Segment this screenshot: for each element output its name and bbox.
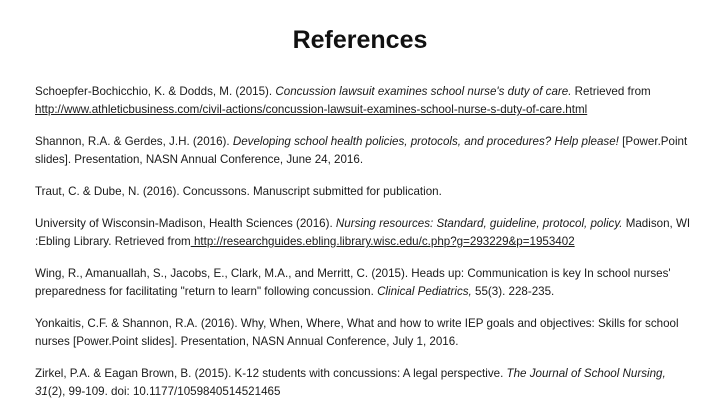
slide-title: References [292, 26, 428, 54]
reference-item [35, 365, 695, 401]
reference-item [35, 215, 695, 251]
reference-title: Concussion lawsuit examines school nurse's duty of care. [275, 85, 572, 98]
reference-link[interactable]: http://researchguides.ebling.library.wisc.edu/c.php?g=293229&p=1953402 [190, 235, 575, 248]
reference-item [35, 133, 695, 169]
reference-title: The Journal of School Nursing, 31 [35, 367, 666, 398]
reference-text: Traut, C. & Dube, N. (2016). Concussons. Manuscript submitted for publication. [35, 185, 442, 198]
reference-text: 55(3). 228-235. [471, 285, 555, 298]
reference-text: Madison, WI :Ebling Library. Retrieved from [35, 217, 691, 248]
reference-text: Retrieved from [571, 85, 651, 98]
reference-text: Shannon, R.A. & Gerdes, J.H. (2016). [35, 135, 233, 148]
reference-text: Zirkel, P.A. & Eagan Brown, B. (2015). K-12 students with concussions: A legal perspective. [35, 367, 507, 380]
reference-link[interactable]: http://www.athleticbusiness.com/civil-actions/concussion-lawsuit-examines-school-nurse-s-duty-of-care.html [35, 103, 588, 116]
reference-text: Wing, R., Amanuallah, S., Jacobs, E., Clark, M.A., and Merritt, C. (2015). Heads up: Communication is key In school nurses' preparedness for facilitating "return to learn" following concussion. [35, 267, 671, 298]
reference-text: University of Wisconsin-Madison, Health Sciences (2016). [35, 217, 336, 230]
reference-item [35, 183, 695, 201]
reference-list [35, 83, 695, 415]
reference-text: Yonkaitis, C.F. & Shannon, R.A. (2016). Why, When, Where, What and how to write IEP goals and objectives: Skills for school nurses [Power.Point slides]. Presentation, NASN Annual Conference, July 1, 2016. [35, 317, 679, 348]
reference-text: [Power.Point slides]. Presentation, NASN Annual Conference, June 24, 2016. [35, 135, 688, 166]
reference-title: Developing school health policies, protocols, and procedures? Help please! [232, 135, 619, 148]
reference-title: Nursing resources: Standard, guideline, protocol, policy. [335, 217, 623, 230]
reference-item [35, 315, 695, 351]
reference-text: Schoepfer-Bochicchio, K. & Dodds, M. (2015). [35, 85, 276, 98]
reference-item [35, 265, 695, 301]
reference-title: Clinical Pediatrics, [377, 285, 472, 298]
reference-item [35, 83, 695, 119]
reference-text: (2), 99-109. doi: 10.1177/1059840514521465 [47, 385, 281, 398]
